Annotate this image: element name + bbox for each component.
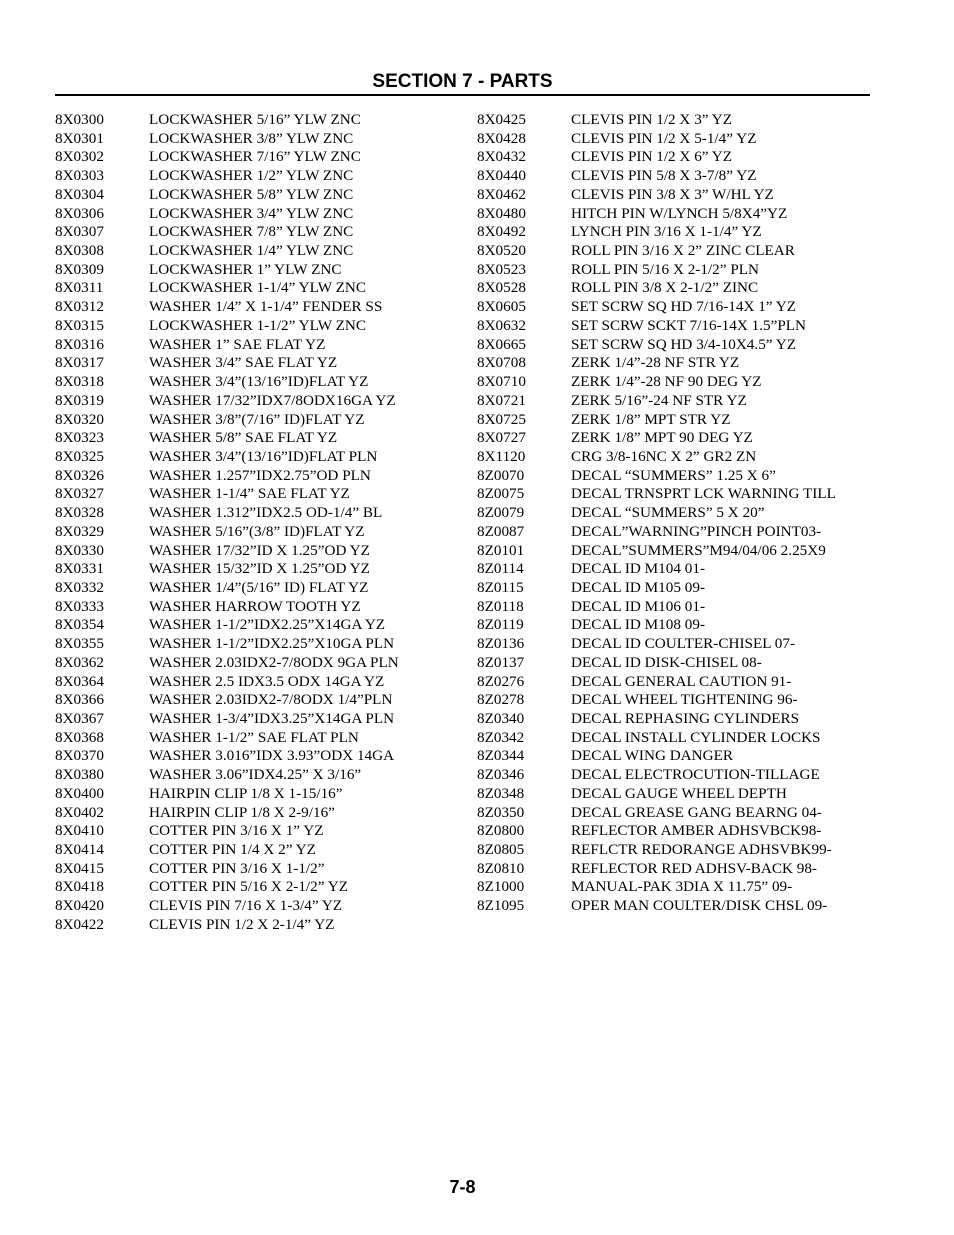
part-description: DECAL ID M105 09- <box>571 578 706 596</box>
parts-row <box>477 205 870 224</box>
parts-row <box>477 654 870 673</box>
part-number: 8Z0101 <box>477 541 525 559</box>
part-description: ROLL PIN 5/16 X 2-1/2” PLN <box>571 260 760 278</box>
part-number: 8X0316 <box>55 335 104 353</box>
part-number: 8Z0346 <box>477 766 525 784</box>
parts-row <box>477 130 870 149</box>
part-description: WASHER 3.06”IDX4.25” X 3/16” <box>149 766 362 784</box>
part-description: HAIRPIN CLIP 1/8 X 1-15/16” <box>149 784 343 802</box>
parts-row <box>55 673 465 692</box>
parts-row <box>477 691 870 710</box>
part-number: 8X0418 <box>55 878 104 896</box>
part-number: 8X0725 <box>477 410 526 428</box>
parts-row <box>55 411 465 430</box>
part-number: 8X0710 <box>477 373 526 391</box>
parts-row <box>477 804 870 823</box>
part-number: 8Z0344 <box>477 747 525 765</box>
parts-row <box>477 822 870 841</box>
parts-row <box>55 186 465 205</box>
parts-row <box>477 729 870 748</box>
part-description: WASHER 17/32”IDX7/8ODX16GA YZ <box>149 391 396 409</box>
parts-row <box>55 635 465 654</box>
part-description: ZERK 1/8” MPT 90 DEG YZ <box>571 429 753 447</box>
part-number: 8X0307 <box>55 223 104 241</box>
part-description: COTTER PIN 3/16 X 1” YZ <box>149 822 324 840</box>
parts-row <box>55 542 465 561</box>
part-number: 8Z0137 <box>477 653 525 671</box>
part-number: 8Z0075 <box>477 485 525 503</box>
parts-row <box>477 411 870 430</box>
parts-row <box>55 336 465 355</box>
part-number: 8Z0348 <box>477 784 525 802</box>
part-description: WASHER 1” SAE FLAT YZ <box>149 335 326 353</box>
part-number: 8X0370 <box>55 747 104 765</box>
part-description: REFLCTR REDORANGE ADHSVBK99- <box>571 841 832 859</box>
parts-row <box>477 635 870 654</box>
part-description: CLEVIS PIN 1/2 X 6” YZ <box>571 148 733 166</box>
parts-row <box>477 467 870 486</box>
part-description: WASHER 3/4”(13/16”ID)FLAT PLN <box>149 447 378 465</box>
parts-row <box>477 373 870 392</box>
header-divider <box>55 94 870 96</box>
parts-row <box>55 766 465 785</box>
parts-row <box>55 130 465 149</box>
part-description: DECAL GREASE GANG BEARNG 04- <box>571 803 822 821</box>
part-description: WASHER 15/32”ID X 1.25”OD YZ <box>149 560 370 578</box>
page-title: SECTION 7 - PARTS <box>372 71 553 92</box>
part-number: 8Z0278 <box>477 691 525 709</box>
part-number: 8X0362 <box>55 653 104 671</box>
part-number: 8X0415 <box>55 859 104 877</box>
part-number: 8X0632 <box>477 316 526 334</box>
parts-row <box>477 279 870 298</box>
part-description: DECAL ID DISK-CHISEL 08- <box>571 653 762 671</box>
part-number: 8Z0118 <box>477 597 524 615</box>
part-description: WASHER 2.03IDX2-7/8ODX 1/4”PLN <box>149 691 393 709</box>
parts-row <box>477 710 870 729</box>
part-description: DECAL ELECTROCUTION-TILLAGE <box>571 766 820 784</box>
part-number: 8X0317 <box>55 354 104 372</box>
parts-list-right <box>477 111 870 916</box>
part-number: 8Z1000 <box>477 878 525 896</box>
parts-row <box>55 167 465 186</box>
part-description: WASHER 3/8”(7/16” ID)FLAT YZ <box>149 410 365 428</box>
part-description: CLEVIS PIN 1/2 X 3” YZ <box>571 111 733 128</box>
part-number: 8X0315 <box>55 316 104 334</box>
part-description: LOCKWASHER 5/8” YLW ZNC <box>149 185 354 203</box>
part-number: 8X0410 <box>55 822 104 840</box>
part-number: 8Z0119 <box>477 616 524 634</box>
parts-row <box>477 897 870 916</box>
part-number: 8X0665 <box>477 335 526 353</box>
part-description: ZERK 1/4”-28 NF 90 DEG YZ <box>571 373 762 391</box>
part-number: 8X0303 <box>55 167 104 185</box>
part-number: 8X0311 <box>55 279 104 297</box>
parts-row <box>55 373 465 392</box>
part-description: WASHER HARROW TOOTH YZ <box>149 597 361 615</box>
part-description: LOCKWASHER 7/16” YLW ZNC <box>149 148 361 166</box>
parts-row <box>477 542 870 561</box>
part-description: WASHER 2.5 IDX3.5 ODX 14GA YZ <box>149 672 385 690</box>
part-number: 8X0364 <box>55 672 104 690</box>
parts-row <box>55 710 465 729</box>
parts-row <box>55 878 465 897</box>
parts-row <box>477 747 870 766</box>
part-description: WASHER 1-1/2”IDX2.25”X10GA PLN <box>149 635 395 653</box>
part-number: 8X0480 <box>477 204 526 222</box>
parts-row <box>477 448 870 467</box>
part-description: CLEVIS PIN 3/8 X 3” W/HL YZ <box>571 185 774 203</box>
parts-row <box>55 747 465 766</box>
part-number: 8X0440 <box>477 167 526 185</box>
part-description: WASHER 3/4” SAE FLAT YZ <box>149 354 338 372</box>
part-description: LYNCH PIN 3/16 X 1-1/4” YZ <box>571 223 762 241</box>
part-description: WASHER 1/4” X 1-1/4” FENDER SS <box>149 298 383 316</box>
parts-row <box>477 354 870 373</box>
part-number: 8X0300 <box>55 111 104 128</box>
part-description: CRG 3/8-16NC X 2” GR2 ZN <box>571 447 757 465</box>
parts-row <box>477 673 870 692</box>
part-description: LOCKWASHER 1” YLW ZNC <box>149 260 342 278</box>
part-description: WASHER 1-1/4” SAE FLAT YZ <box>149 485 350 503</box>
part-description: ROLL PIN 3/16 X 2” ZINC CLEAR <box>571 242 795 260</box>
part-description: LOCKWASHER 1/4” YLW ZNC <box>149 242 354 260</box>
parts-row <box>477 560 870 579</box>
part-number: 8X0327 <box>55 485 104 503</box>
parts-row <box>55 148 465 167</box>
part-description: LOCKWASHER 1/2” YLW ZNC <box>149 167 354 185</box>
parts-row <box>55 598 465 617</box>
part-description: LOCKWASHER 1-1/2” YLW ZNC <box>149 316 366 334</box>
parts-row <box>55 654 465 673</box>
parts-row <box>55 822 465 841</box>
part-number: 8X0492 <box>477 223 526 241</box>
part-description: SET SCRW SCKT 7/16-14X 1.5”PLN <box>571 316 807 334</box>
part-number: 8X0320 <box>55 410 104 428</box>
part-number: 8Z0350 <box>477 803 525 821</box>
part-number: 8Z0276 <box>477 672 525 690</box>
part-number: 8X0301 <box>55 129 104 147</box>
parts-row <box>55 523 465 542</box>
part-number: 8Z0340 <box>477 710 525 727</box>
parts-row <box>477 261 870 280</box>
part-number: 8Z0136 <box>477 635 525 653</box>
part-number: 8Z0800 <box>477 822 525 840</box>
part-number: 8X0319 <box>55 391 104 409</box>
part-number: 8X0304 <box>55 185 104 203</box>
part-number: 8Z0079 <box>477 504 525 522</box>
part-description: DECAL ID M104 01- <box>571 560 706 578</box>
parts-row <box>477 111 870 130</box>
part-number: 8Z0342 <box>477 728 525 746</box>
part-description: DECAL ID COULTER-CHISEL 07- <box>571 635 795 653</box>
part-description: SET SCRW SQ HD 3/4-10X4.5” YZ <box>571 335 797 353</box>
part-number: 8X0326 <box>55 466 104 484</box>
parts-row <box>477 841 870 860</box>
part-number: 8X0523 <box>477 260 526 278</box>
part-number: 8X0432 <box>477 148 526 166</box>
part-description: CLEVIS PIN 7/16 X 1-3/4” YZ <box>149 897 343 915</box>
part-description: REFLECTOR RED ADHSV-BACK 98- <box>571 859 817 877</box>
part-description: MANUAL-PAK 3DIA X 11.75” 09- <box>571 878 793 896</box>
part-description: DECAL ID M106 01- <box>571 597 706 615</box>
part-number: 8X0323 <box>55 429 104 447</box>
parts-row <box>55 860 465 879</box>
parts-row <box>477 616 870 635</box>
part-number: 8X0318 <box>55 373 104 391</box>
parts-row <box>477 298 870 317</box>
part-description: OPER MAN COULTER/DISK CHSL 09- <box>571 897 828 915</box>
part-number: 8X0727 <box>477 429 526 447</box>
parts-row <box>55 242 465 261</box>
part-number: 8X0420 <box>55 897 104 915</box>
parts-row <box>477 523 870 542</box>
part-description: WASHER 5/16”(3/8” ID)FLAT YZ <box>149 522 365 540</box>
parts-row <box>55 504 465 523</box>
parts-row <box>477 148 870 167</box>
part-number: 8X0331 <box>55 560 104 578</box>
parts-row <box>477 242 870 261</box>
part-number: 8X0708 <box>477 354 526 372</box>
part-number: 8X0422 <box>55 915 104 933</box>
part-description: COTTER PIN 1/4 X 2” YZ <box>149 841 316 859</box>
part-description: LOCKWASHER 1-1/4” YLW ZNC <box>149 279 366 297</box>
parts-row <box>55 298 465 317</box>
parts-row <box>477 186 870 205</box>
part-description: WASHER 1.257”IDX2.75”OD PLN <box>149 466 371 484</box>
part-description: DECAL”WARNING”PINCH POINT03- <box>571 522 822 540</box>
part-number: 8X0309 <box>55 260 104 278</box>
parts-row <box>55 691 465 710</box>
part-description: LOCKWASHER 7/8” YLW ZNC <box>149 223 354 241</box>
parts-row <box>477 785 870 804</box>
part-description: DECAL INSTALL CYLINDER LOCKS <box>571 728 821 746</box>
part-number: 8X0366 <box>55 691 104 709</box>
parts-row <box>55 392 465 411</box>
parts-row <box>55 354 465 373</box>
part-number: 8X0367 <box>55 710 104 727</box>
parts-row <box>55 841 465 860</box>
part-number: 8X0333 <box>55 597 104 615</box>
part-number: 8X0328 <box>55 504 104 522</box>
parts-row <box>55 916 465 935</box>
part-description: COTTER PIN 5/16 X 2-1/2” YZ <box>149 878 348 896</box>
part-description: ZERK 1/8” MPT STR YZ <box>571 410 731 428</box>
part-description: HAIRPIN CLIP 1/8 X 2-9/16” <box>149 803 335 821</box>
parts-row <box>55 729 465 748</box>
part-description: WASHER 3.016”IDX 3.93”ODX 14GA <box>149 747 395 765</box>
part-number: 8Z0115 <box>477 578 524 596</box>
part-number: 8X0605 <box>477 298 526 316</box>
part-number: 8Z1095 <box>477 897 525 915</box>
part-number: 8X0355 <box>55 635 104 653</box>
part-number: 8X0332 <box>55 578 104 596</box>
part-number: 8Z0070 <box>477 466 525 484</box>
parts-row <box>477 429 870 448</box>
part-description: DECAL WING DANGER <box>571 747 733 765</box>
parts-row <box>477 598 870 617</box>
part-number: 8X0368 <box>55 728 104 746</box>
part-description: LOCKWASHER 3/4” YLW ZNC <box>149 204 354 222</box>
part-number: 8X0462 <box>477 185 526 203</box>
part-number: 8X0425 <box>477 111 526 128</box>
parts-row <box>477 860 870 879</box>
parts-row <box>55 485 465 504</box>
part-description: WASHER 1.312”IDX2.5 OD-1/4” BL <box>149 504 383 522</box>
page-number: 7-8 <box>449 1177 476 1197</box>
part-number: 8X0330 <box>55 541 104 559</box>
part-description: CLEVIS PIN 1/2 X 2-1/4” YZ <box>149 915 335 933</box>
part-number: 8X0402 <box>55 803 104 821</box>
part-number: 8X0325 <box>55 447 104 465</box>
part-description: WASHER 1-1/2”IDX2.25”X14GA YZ <box>149 616 386 634</box>
part-description: WASHER 5/8” SAE FLAT YZ <box>149 429 338 447</box>
part-number: 8X0428 <box>477 129 526 147</box>
parts-row <box>55 429 465 448</box>
part-description: DECAL GENERAL CAUTION 91- <box>571 672 792 690</box>
part-description: REFLECTOR AMBER ADHSVBCK98- <box>571 822 822 840</box>
parts-row <box>55 261 465 280</box>
part-number: 8X0308 <box>55 242 104 260</box>
part-description: DECAL REPHASING CYLINDERS <box>571 710 800 727</box>
parts-row <box>55 111 465 130</box>
part-number: 8X0302 <box>55 148 104 166</box>
part-number: 8Z0810 <box>477 859 525 877</box>
part-number: 8X0414 <box>55 841 104 859</box>
part-number: 8Z0805 <box>477 841 525 859</box>
parts-row <box>55 616 465 635</box>
part-description: WASHER 1/4”(5/16” ID) FLAT YZ <box>149 578 369 596</box>
part-description: COTTER PIN 3/16 X 1-1/2” <box>149 859 325 877</box>
parts-row <box>55 579 465 598</box>
part-description: DECAL “SUMMERS” 1.25 X 6” <box>571 466 776 484</box>
part-description: ROLL PIN 3/8 X 2-1/2” ZINC <box>571 279 759 297</box>
part-number: 8X0400 <box>55 784 104 802</box>
parts-row <box>477 317 870 336</box>
part-description: DECAL GAUGE WHEEL DEPTH <box>571 784 787 802</box>
part-number: 8X0520 <box>477 242 526 260</box>
part-description: DECAL TRNSPRT LCK WARNING TILL <box>571 485 836 503</box>
parts-row <box>55 785 465 804</box>
part-description: DECAL”SUMMERS”M94/04/06 2.25X9 <box>571 541 826 559</box>
part-description: WASHER 2.03IDX2-7/8ODX 9GA PLN <box>149 653 399 671</box>
part-number: 8X0721 <box>477 391 526 409</box>
part-number: 8X0306 <box>55 204 104 222</box>
part-number: 8X0329 <box>55 522 104 540</box>
parts-row <box>55 467 465 486</box>
part-description: WASHER 17/32”ID X 1.25”OD YZ <box>149 541 370 559</box>
parts-row <box>55 448 465 467</box>
part-number: 8X0354 <box>55 616 104 634</box>
parts-row <box>477 485 870 504</box>
parts-row <box>477 392 870 411</box>
part-description: DECAL WHEEL TIGHTENING 96- <box>571 691 798 709</box>
part-description: CLEVIS PIN 1/2 X 5-1/4” YZ <box>571 129 757 147</box>
parts-row <box>55 279 465 298</box>
part-description: CLEVIS PIN 5/8 X 3-7/8” YZ <box>571 167 757 185</box>
part-description: ZERK 5/16”-24 NF STR YZ <box>571 391 747 409</box>
parts-row <box>477 336 870 355</box>
part-description: LOCKWASHER 3/8” YLW ZNC <box>149 129 354 147</box>
parts-row <box>55 560 465 579</box>
parts-row <box>477 167 870 186</box>
part-number: 8X1120 <box>477 447 526 465</box>
part-number: 8X0380 <box>55 766 104 784</box>
parts-row <box>55 223 465 242</box>
part-description: DECAL “SUMMERS” 5 X 20” <box>571 504 765 522</box>
parts-row <box>477 579 870 598</box>
part-description: WASHER 3/4”(13/16”ID)FLAT YZ <box>149 373 369 391</box>
parts-row <box>55 317 465 336</box>
parts-row <box>55 804 465 823</box>
part-description: HITCH PIN W/LYNCH 5/8X4”YZ <box>571 204 788 222</box>
parts-list-left <box>55 111 465 935</box>
parts-row <box>477 223 870 242</box>
part-number: 8X0312 <box>55 298 104 316</box>
parts-row <box>477 766 870 785</box>
part-description: DECAL ID M108 09- <box>571 616 706 634</box>
parts-row <box>477 504 870 523</box>
part-number: 8Z0114 <box>477 560 524 578</box>
part-description: ZERK 1/4”-28 NF STR YZ <box>571 354 740 372</box>
part-description: LOCKWASHER 5/16” YLW ZNC <box>149 111 361 128</box>
parts-row <box>55 897 465 916</box>
parts-row <box>55 205 465 224</box>
part-description: WASHER 1-3/4”IDX3.25”X14GA PLN <box>149 710 395 727</box>
part-description: SET SCRW SQ HD 7/16-14X 1” YZ <box>571 298 797 316</box>
part-number: 8X0528 <box>477 279 526 297</box>
part-number: 8Z0087 <box>477 522 525 540</box>
parts-row <box>477 878 870 897</box>
part-description: WASHER 1-1/2” SAE FLAT PLN <box>149 728 359 746</box>
